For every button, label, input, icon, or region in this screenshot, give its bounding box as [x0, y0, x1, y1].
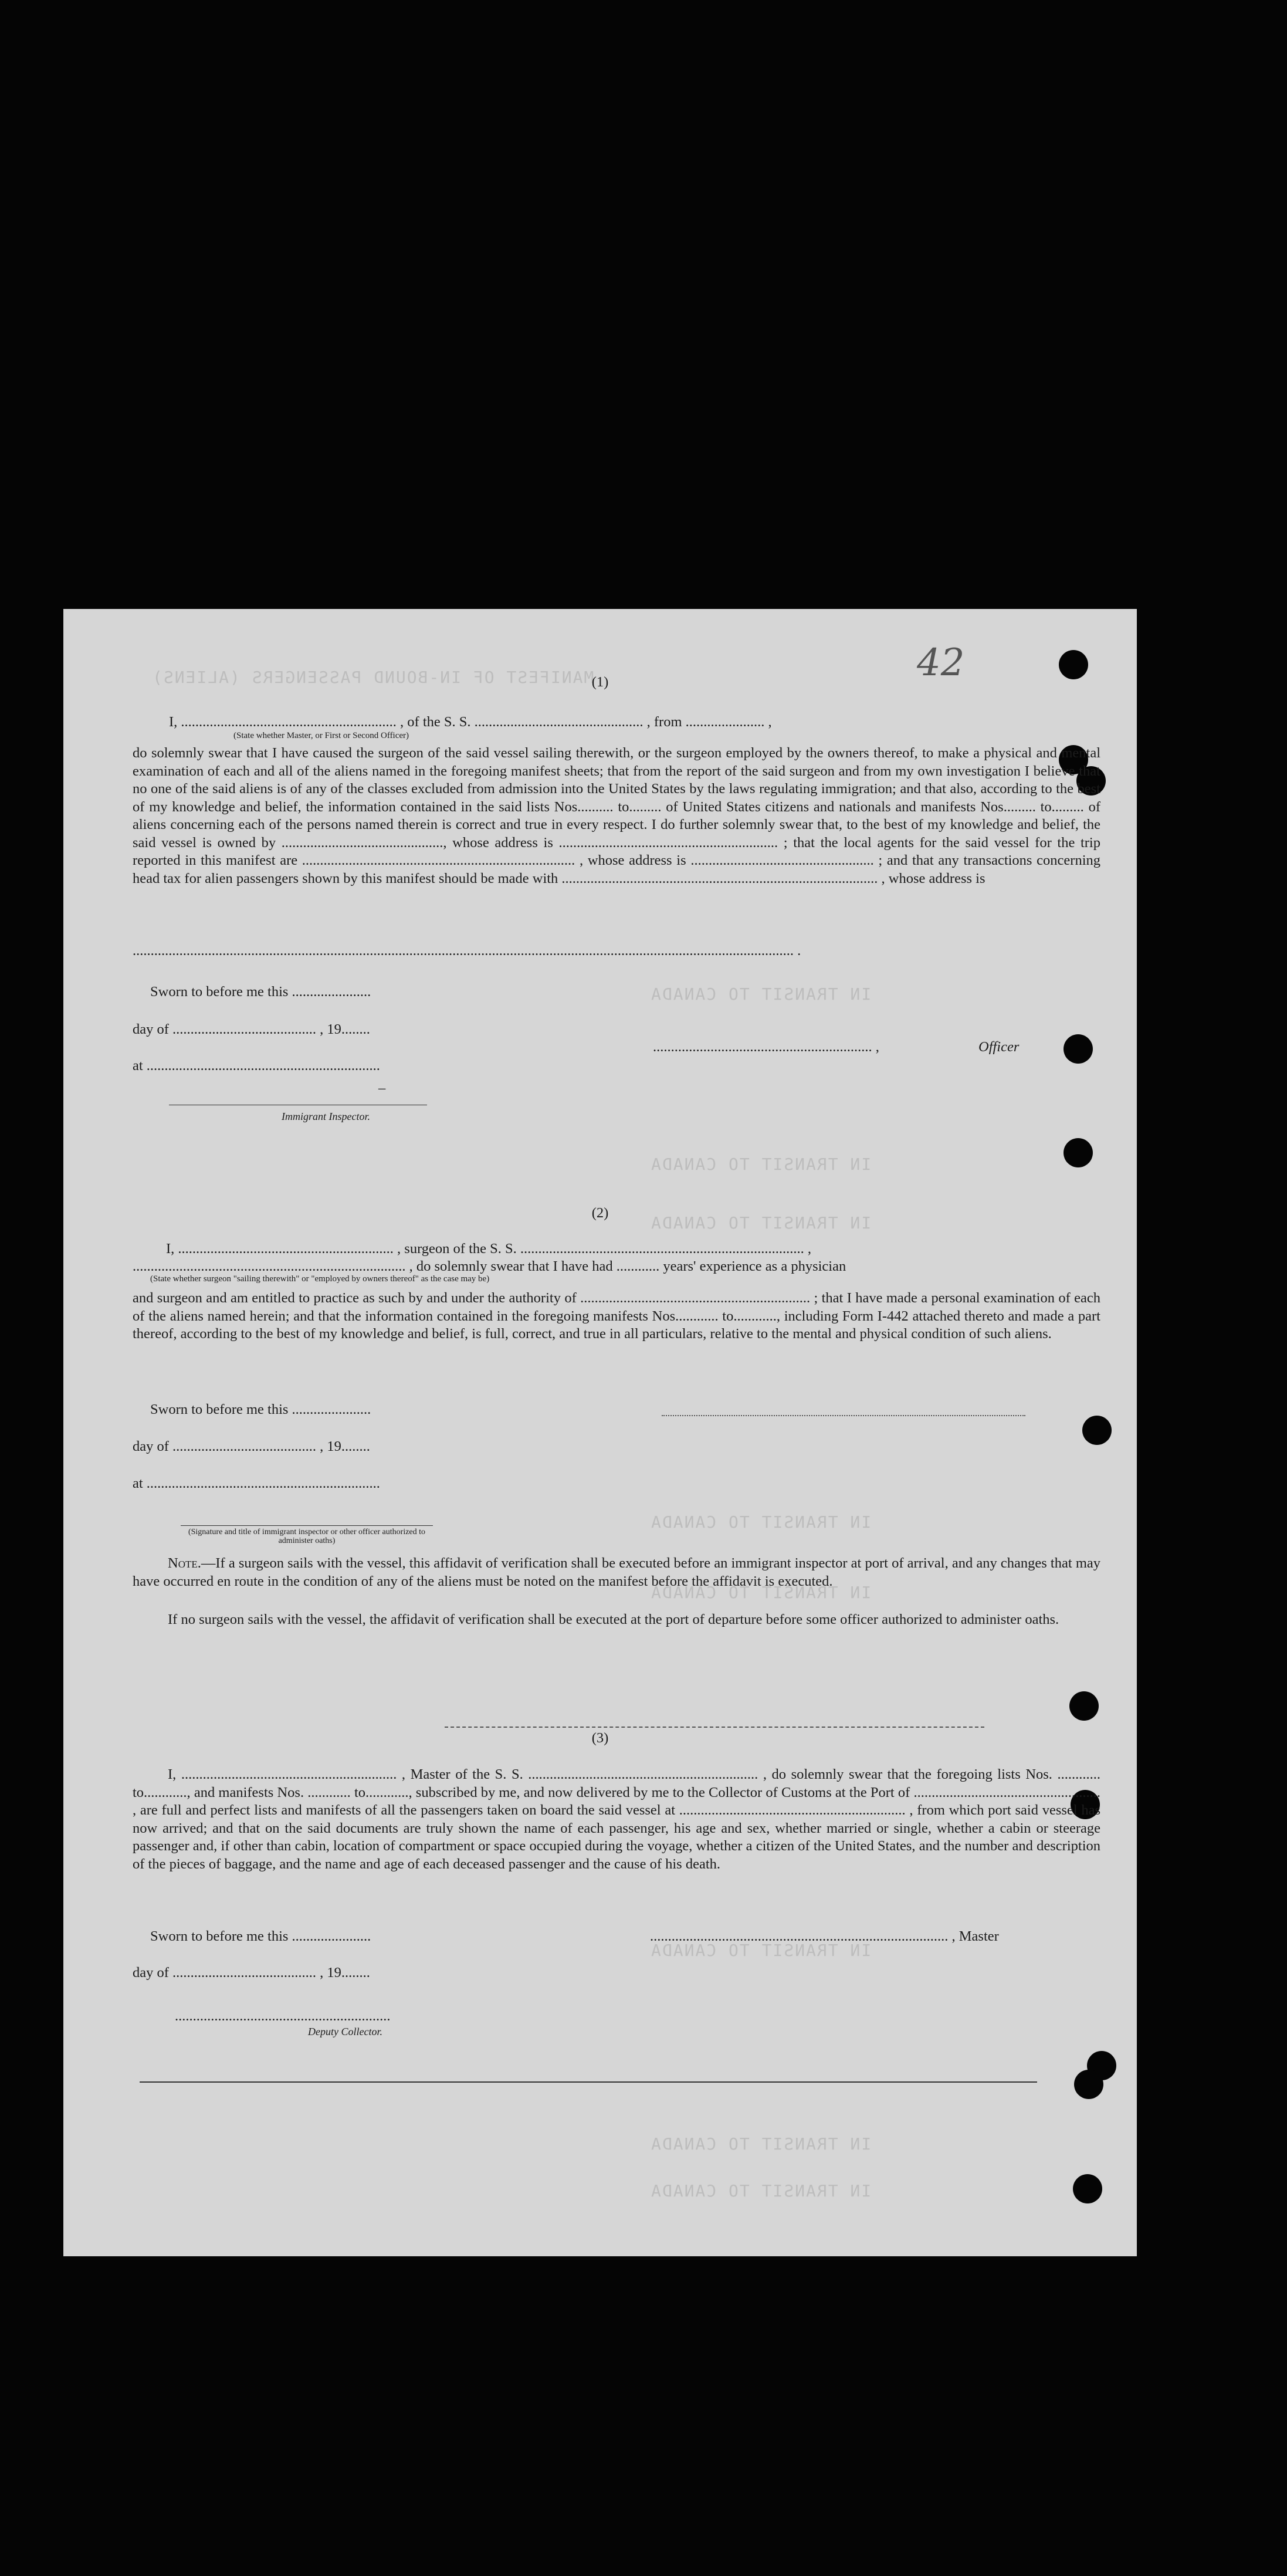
bleed-through-text: IN TRANSIT TO CANADA — [650, 2181, 872, 2201]
bleed-through-text: IN TRANSIT TO CANADA — [650, 1941, 872, 1960]
note-label: Note. — [168, 1555, 201, 1571]
note-text: —If a surgeon sails with the vessel, this affidavit of verification shall be executed before an immigrant inspector at port of arrival, and any changes that may have occurred en route in the condition of any of the aliens must be noted on the manifest before the affidavit is executed. — [133, 1555, 1100, 1589]
punch-hole — [1073, 2174, 1102, 2203]
section-3-number: (3) — [591, 1730, 609, 1746]
collector-signature-line: ............................................................ — [175, 2008, 391, 2024]
section-1-body: do solemnly swear that I have caused the surgeon of the said vessel sailing therewith, or the surgeon employed by the owners thereof, to make a physical and mental examination of each and all of the aliens named in the foregoing manifest sheets; that from the report of the said surgeon and from my own investigation I believe that no one of the said aliens is of any of the classes excluded from admission into the United States by the laws regulating immigration; and that also, according to the best of my knowledge and belief, the information contained in the said lists Nos.......... to......... of United States citizens and nationals and manifests Nos......... to......... of aliens concerning each of the persons named therein is correct and true in every respect. I do further solemnly swear that, to the best of my knowledge and belief, the said vessel is owned by ............................................., whose address is ............................................................. ; that the local agents for the said vessel for the trip reported in this manifest are ............................................................................ , whose address is ................................................... ; and that any transactions concerning head tax for alien passengers shown by this manifest should be made with ........................................................................................ , whose address is — [133, 745, 1100, 886]
section-2-body: and surgeon and am entitled to practice as such by and under the authority of ................................................................ ; that I have made a personal examination of each of the aliens named herein; and that the information contained in the foregoing manifests Nos............ to............, including Form I-442 attached thereto and made a part thereof, according to the best of my knowledge and belief, is full, correct, and true in all particulars, relative to the mental and physical condition of such aliens. — [133, 1290, 1100, 1342]
punch-hole — [1082, 1416, 1112, 1445]
section-2-day-of: day of ........................................ , 19........ — [133, 1438, 370, 1454]
bleed-through-text: IN TRANSIT TO CANADA — [650, 1155, 872, 1174]
bleed-through-text: IN TRANSIT TO CANADA — [650, 1213, 872, 1233]
section-divider — [445, 1727, 984, 1728]
bleed-through-text: IN TRANSIT TO CANADA — [650, 1583, 872, 1602]
punch-hole — [1064, 1034, 1093, 1064]
section-3-day-of: day of ........................................ , 19........ — [133, 1965, 370, 1981]
section-1-at: at ................................................................. — [133, 1058, 380, 1074]
section-2-signature-caption: (Signature and title of immigrant inspector or other officer authorized to administer oaths) — [188, 1528, 426, 1545]
section-3-body: I, ............................................................ , Master of the S. S. ................................................................ , do solemnly swear that the foregoing lists Nos. ............ to............, and manifests Nos. ............ to............, subscribed by me, and now delivered by me to the Collector of Customs at the Port of .................................................... , are full and perfect lists and manifests of all the passengers taken on board the said vessel at ............................................................... , from which port said vessel has now arrived; and that on the said documents are truly shown the name of each passenger, his age and sex, whether married or single, whether a cabin or steerage passenger and, if other than cabin, location of compartment or space occupied during the voyage, whether a citizen of the United States, and the number and description of the pieces of baggage, and the name and age of each deceased passenger and the cause of his death. — [133, 1766, 1100, 1872]
section-1-opening-line: I, ............................................................ , of the S. S. ............................................... , from ...................... , — [169, 714, 772, 730]
officer-signature-line: ............................................................. , — [653, 1039, 879, 1055]
section-1-number: (1) — [591, 674, 609, 690]
section-2-sworn: Sworn to before me this ...................... — [150, 1402, 371, 1417]
officer-label: Officer — [978, 1039, 1020, 1055]
bottom-rule — [140, 2081, 1037, 2083]
section-2-number: (2) — [591, 1205, 609, 1221]
handwritten-page-number: 42 — [917, 641, 965, 685]
bleed-through-text: IN TRANSIT TO CANADA — [650, 984, 872, 1004]
punch-hole — [1069, 1691, 1099, 1721]
punch-hole — [1064, 1138, 1093, 1167]
bleed-through-text: IN TRANSIT TO CANADA — [650, 2134, 872, 2154]
section-1-dash: – — [378, 1080, 386, 1096]
surgeon-signature-line — [662, 1415, 1025, 1416]
punch-hole — [1074, 2070, 1103, 2099]
section-1-opening-caption: (State whether Master, or First or Second Officer) — [233, 731, 409, 740]
section-2-line-1: I, ............................................................ , surgeon of the S. S. ............................................................................... , — [166, 1241, 811, 1257]
bleed-through-text: IN TRANSIT TO CANADA — [650, 1512, 872, 1532]
section-1-day-of: day of ........................................ , 19........ — [133, 1021, 370, 1037]
section-2-line-2: ............................................................................ , do solemnly swear that I have had ............ years' experience as a physician — [133, 1258, 846, 1274]
section-1-body-end: ........................................................................................................................................................................................ . — [133, 943, 801, 959]
note-2: If no surgeon sails with the vessel, the affidavit of verification shall be executed at the port of departure before some officer authorized to administer oaths. — [168, 1612, 1059, 1627]
immigrant-inspector-caption: Immigrant Inspector. — [282, 1111, 370, 1122]
section-2-line-2-caption: (State whether surgeon "sailing therewith" or "employed by owners thereof" as the case may be) — [150, 1274, 490, 1284]
document-page — [63, 609, 1137, 2256]
section-1-sworn: Sworn to before me this ...................... — [150, 984, 371, 1000]
section-3-sworn: Sworn to before me this ...................... — [150, 1928, 371, 1944]
signature-rule — [181, 1525, 433, 1526]
deputy-collector-caption: Deputy Collector. — [308, 2026, 382, 2037]
note-paragraph — [133, 1555, 1100, 1590]
section-2-at: at ................................................................. — [133, 1475, 380, 1491]
master-signature-line: ................................................................................... , Master — [650, 1928, 999, 1944]
bleed-through-title: MANIFEST OF IN-BOUND PASSENGERS (ALIENS) — [151, 668, 594, 687]
